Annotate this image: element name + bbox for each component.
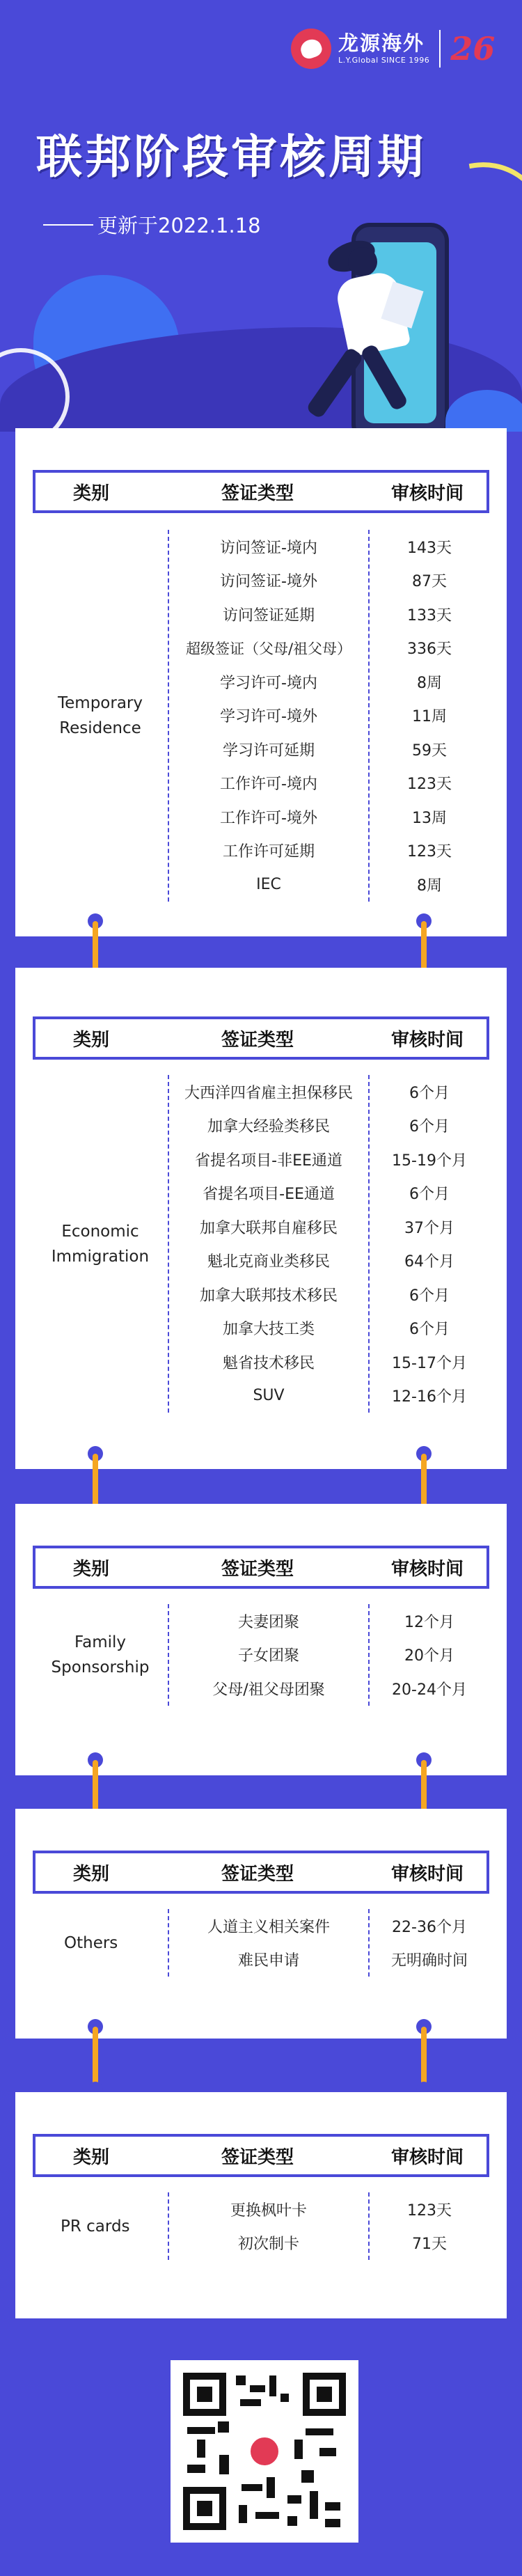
header-visa-type: 签证类型 — [221, 1029, 294, 1051]
header-review-time: 审核时间 — [390, 482, 464, 504]
anniversary-badge: 26 — [450, 30, 496, 68]
header-review-time: 审核时间 — [390, 1863, 464, 1885]
brand-name-en: L.Y.Global SINCE 1996 — [338, 56, 430, 65]
table-header — [33, 1546, 489, 1589]
visa-type-column — [168, 530, 370, 902]
section-card-temporary-residence — [15, 428, 507, 936]
review-time: 37个月 — [404, 1219, 454, 1237]
visa-type: 工作许可-境外 — [220, 809, 317, 827]
review-time: 6个月 — [409, 1287, 450, 1305]
review-time: 8周 — [417, 674, 442, 692]
review-time: 336天 — [407, 641, 452, 659]
review-time-column — [370, 1604, 489, 1706]
logo-divider — [439, 30, 441, 68]
brand-name-cn: 龙源海外 — [338, 31, 425, 55]
header-category: 类别 — [72, 1863, 109, 1885]
card-connector — [416, 2019, 432, 2097]
review-time: 6个月 — [409, 1186, 450, 1204]
visa-type: 更换枫叶卡 — [230, 2201, 307, 2220]
figure-head — [348, 247, 377, 276]
visa-type: 夫妻团聚 — [237, 1613, 299, 1631]
review-time-column — [370, 2192, 489, 2260]
header-visa-type: 签证类型 — [221, 1558, 294, 1580]
visa-type: 人道主义相关案件 — [207, 1918, 330, 1936]
visa-type: SUV — [253, 1387, 285, 1405]
header-category: 类别 — [72, 1558, 109, 1580]
visa-type: 魁北克商业类移民 — [207, 1253, 330, 1271]
header-review-time: 审核时间 — [390, 1558, 464, 1580]
header-review-time: 审核时间 — [390, 1029, 464, 1051]
review-time: 12-16个月 — [392, 1388, 467, 1406]
section-card-family-sponsorship — [15, 1504, 507, 1775]
page-subtitle — [43, 210, 261, 239]
table-header — [33, 2134, 489, 2177]
table-header — [33, 470, 489, 513]
visa-type: 学习许可延期 — [222, 741, 315, 760]
qr-code-pattern — [183, 2373, 346, 2530]
section-card-economic-immigration — [15, 968, 507, 1469]
card-connector — [88, 2019, 103, 2097]
review-time: 123天 — [407, 776, 452, 794]
visa-type: 魁省技术移民 — [222, 1354, 315, 1372]
review-time-column — [370, 1075, 489, 1413]
review-time: 6个月 — [409, 1084, 450, 1102]
visa-type: 访问签证-境外 — [220, 573, 317, 591]
update-date: 更新于2022.1.18 — [97, 214, 261, 237]
brand-mark-icon — [291, 29, 331, 69]
visa-type-column — [168, 1075, 370, 1413]
review-time: 133天 — [407, 606, 452, 625]
hero-banner — [0, 0, 522, 432]
visa-type: 加拿大经验类移民 — [207, 1118, 330, 1136]
review-time: 22-36个月 — [392, 1918, 467, 1936]
review-time: 123天 — [407, 2201, 452, 2220]
category-label: Economic Immigration — [51, 1222, 150, 1266]
category-label: PR cards — [61, 2217, 130, 2236]
review-time: 59天 — [412, 741, 447, 760]
visa-type: 访问签证延期 — [222, 606, 315, 625]
review-time: 6个月 — [409, 1321, 450, 1339]
review-time: 6个月 — [409, 1118, 450, 1136]
qr-code — [171, 2360, 358, 2543]
visa-type: 初次制卡 — [237, 2236, 299, 2254]
header-review-time: 审核时间 — [390, 2146, 464, 2168]
header-visa-type: 签证类型 — [221, 482, 294, 504]
visa-type-column — [168, 1909, 370, 1977]
header-category: 类别 — [72, 1029, 109, 1051]
visa-type-column — [168, 1604, 370, 1706]
visa-type-column — [168, 2192, 370, 2260]
visa-type: 子女团聚 — [237, 1647, 299, 1665]
review-time: 15-17个月 — [392, 1354, 467, 1372]
category-label: Temporary Residence — [58, 693, 143, 737]
review-time-column — [370, 530, 489, 902]
section-card-pr-cards — [15, 2092, 507, 2318]
visa-type: IEC — [256, 875, 281, 893]
visa-type: 省提名项目-非EE通道 — [195, 1152, 342, 1170]
visa-type: 工作许可延期 — [222, 843, 315, 861]
subtitle-dash — [43, 224, 93, 226]
visa-type: 超级签证（父母/祖父母） — [185, 640, 352, 657]
review-time: 20-24个月 — [392, 1681, 467, 1699]
review-time: 64个月 — [404, 1253, 454, 1271]
review-time: 143天 — [407, 539, 452, 557]
review-time: 11周 — [412, 708, 447, 726]
review-time: 8周 — [417, 877, 442, 895]
review-time: 123天 — [407, 843, 452, 861]
header-category: 类别 — [72, 2146, 109, 2168]
visa-type: 加拿大联邦自雇移民 — [199, 1219, 338, 1237]
review-time: 15-19个月 — [392, 1152, 467, 1170]
review-time: 20个月 — [404, 1647, 454, 1665]
review-time: 无明确时间 — [390, 1952, 468, 1970]
review-time-column — [370, 1909, 489, 1977]
header-visa-type: 签证类型 — [221, 2146, 294, 2168]
visa-type: 加拿大联邦技术移民 — [199, 1287, 338, 1305]
visa-type: 访问签证-境内 — [220, 539, 317, 557]
brand-mark-icon — [247, 2434, 282, 2469]
section-card-others — [15, 1809, 507, 2039]
category-label: Others — [64, 1933, 118, 1952]
visa-type: 大西洋四省雇主担保移民 — [184, 1084, 353, 1102]
brand-logo — [291, 21, 495, 77]
visa-type: 难民申请 — [237, 1952, 299, 1970]
visa-type: 学习许可-境内 — [220, 674, 317, 692]
review-time: 71天 — [412, 2236, 447, 2254]
page-title: 联邦阶段审核周期 — [36, 130, 426, 184]
table-header — [33, 1851, 489, 1894]
category-label: Family Sponsorship — [51, 1633, 150, 1676]
header-category: 类别 — [72, 482, 109, 504]
table-header — [33, 1016, 489, 1060]
visa-type: 父母/祖父母团聚 — [212, 1681, 325, 1699]
visa-type: 工作许可-境内 — [220, 776, 317, 794]
header-visa-type: 签证类型 — [221, 1863, 294, 1885]
visa-type: 学习许可-境外 — [220, 708, 317, 726]
review-time: 13周 — [412, 809, 447, 827]
review-time: 87天 — [412, 573, 447, 591]
review-time: 12个月 — [404, 1613, 454, 1631]
visa-type: 省提名项目-EE通道 — [203, 1186, 335, 1204]
visa-type: 加拿大技工类 — [222, 1321, 315, 1339]
